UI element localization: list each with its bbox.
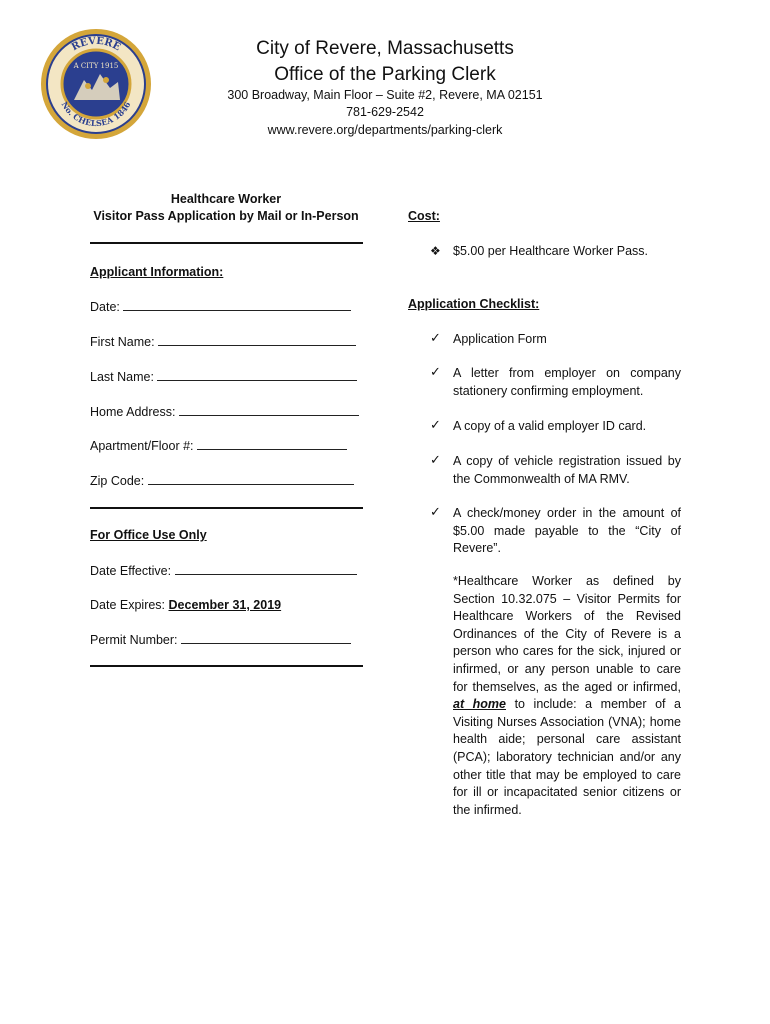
- healthcare-worker-definition: [453, 573, 681, 819]
- checklist-item: A copy of a valid employer ID card.: [453, 419, 647, 433]
- home-address-label: Home Address:: [90, 405, 176, 419]
- last-name-field[interactable]: [90, 369, 357, 384]
- date-input-line[interactable]: [123, 299, 351, 311]
- office-website[interactable]: www.revere.org/departments/parking-clerk: [267, 123, 503, 137]
- zip-code-label: Zip Code:: [90, 474, 145, 488]
- office-use-heading: For Office Use Only: [90, 528, 207, 542]
- checklist-heading: Application Checklist:: [408, 297, 540, 311]
- diamond-bullet-icon: ❖: [430, 244, 441, 258]
- checkmark-icon: ✓: [430, 417, 441, 432]
- checkmark-icon: ✓: [430, 452, 441, 467]
- office-title: Office of the Parking Clerk: [274, 64, 496, 85]
- zip-code-field[interactable]: [90, 473, 354, 488]
- definition-text-after: to include: a member of a Visiting Nurses Association (VNA); home health aide; personal care assistant (PCA); laboratory technician and/or any other title that may be employed to care for ill or incapacitated senior citizens or the infirmed.: [453, 697, 682, 817]
- checklist-item: A letter from employer on company stationery confirming employment.: [453, 366, 681, 398]
- office-phone: 781-629-2542: [346, 105, 424, 119]
- seal-ring-text: REVERE: [69, 35, 123, 54]
- first-name-label: First Name:: [90, 335, 155, 349]
- checklist-item: Application Form: [453, 332, 547, 346]
- apartment-field[interactable]: [90, 438, 347, 453]
- zip-code-input-line[interactable]: [148, 473, 354, 485]
- date-effective-input-line[interactable]: [175, 563, 357, 575]
- first-name-field[interactable]: [90, 334, 356, 349]
- apartment-input-line[interactable]: [197, 438, 347, 450]
- permit-number-label: Permit Number:: [90, 633, 178, 647]
- date-expires-value: December 31, 2019: [168, 598, 282, 612]
- checklist-item: A copy of vehicle registration issued by the Commonwealth of MA RMV.: [453, 454, 681, 486]
- checklist-item: A check/money order in the amount of $5.00 made payable to the “City of Revere”.: [453, 506, 681, 555]
- last-name-input-line[interactable]: [157, 369, 357, 381]
- divider: [90, 242, 363, 244]
- home-address-field[interactable]: [90, 404, 359, 419]
- date-expires-label: Date Expires:: [90, 598, 166, 612]
- cost-item: $5.00 per Healthcare Worker Pass.: [453, 244, 649, 258]
- permit-number-input-line[interactable]: [181, 632, 351, 644]
- applicant-info-heading: Applicant Information:: [90, 265, 224, 279]
- city-title: City of Revere, Massachusetts: [256, 38, 514, 59]
- date-effective-field[interactable]: [90, 563, 357, 578]
- city-seal-icon: [40, 28, 152, 140]
- last-name-label: Last Name:: [90, 370, 154, 384]
- checkmark-icon: ✓: [430, 330, 441, 345]
- divider: [90, 665, 363, 667]
- cost-heading: Cost:: [408, 209, 440, 223]
- form-title-line2: Visitor Pass Application by Mail or In-Person: [93, 209, 359, 223]
- checkmark-icon: ✓: [430, 364, 441, 379]
- definition-emphasis: at home: [453, 697, 507, 712]
- date-field[interactable]: [90, 299, 351, 314]
- permit-number-field[interactable]: [90, 632, 351, 647]
- date-expires-field: [90, 598, 281, 612]
- apartment-label: Apartment/Floor #:: [90, 439, 194, 453]
- form-title-line1: Healthcare Worker: [170, 192, 282, 206]
- date-label: Date:: [90, 300, 120, 314]
- date-effective-label: Date Effective:: [90, 564, 172, 578]
- definition-text-before: *Healthcare Worker as defined by Section 10.32.075 – Visitor Permits for Healthcare Workers of the Revised Ordinances of the City of Revere is a person who cares for the sick, injured or infirmed, or any person unable to care for themselves, as the aged or infirmed,: [453, 574, 681, 694]
- home-address-input-line[interactable]: [179, 404, 359, 416]
- seal-ring-bottom-text: No. CHELSEA 1846: [59, 99, 133, 129]
- seal-inner-text: A CITY 1915: [73, 62, 119, 70]
- office-address: 300 Broadway, Main Floor – Suite #2, Revere, MA 02151: [227, 88, 543, 102]
- first-name-input-line[interactable]: [158, 334, 356, 346]
- checkmark-icon: ✓: [430, 504, 441, 519]
- divider: [90, 507, 363, 509]
